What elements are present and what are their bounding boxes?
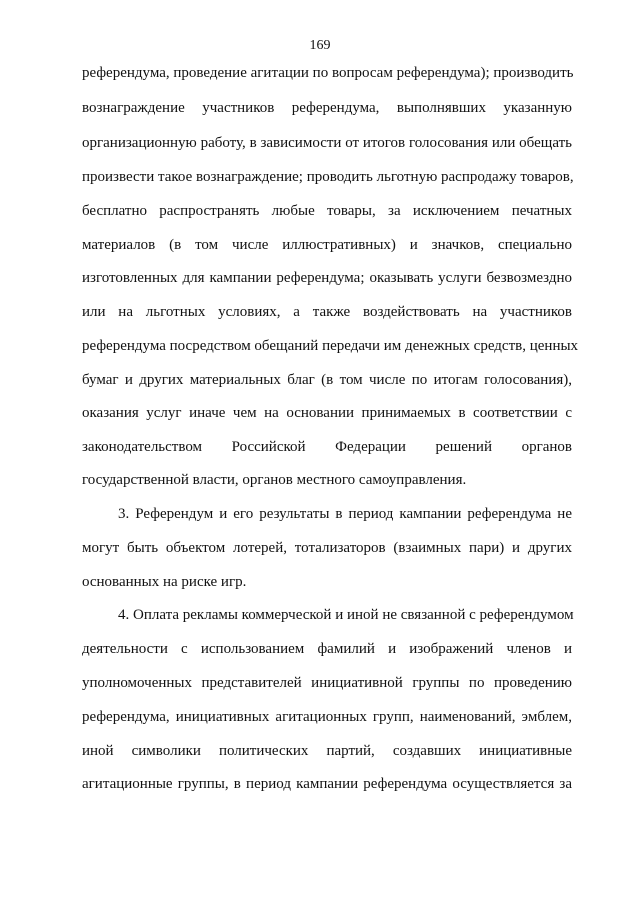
- text-line: вознаграждение участников референдума, выполнявших указанную: [82, 100, 572, 116]
- text-line: иной символики политических партий, создавших инициативные: [82, 743, 572, 759]
- text-line: государственной власти, органов местного самоуправления.: [82, 472, 467, 488]
- text-line: законодательством Российской Федерации решений органов: [82, 439, 572, 455]
- paragraph-3-first-line: 3. Референдум и его результаты в период кампании референдума не: [118, 506, 572, 522]
- text-line: референдума, инициативных агитационных групп, наименований, эмблем,: [82, 709, 572, 725]
- text-line: оказания услуг иначе чем на основании принимаемых в соответствии с: [82, 405, 572, 421]
- text-line: деятельности с использованием фамилий и изображений членов и: [82, 641, 572, 657]
- text-line: бесплатно распространять любые товары, за исключением печатных: [82, 203, 572, 219]
- text-line: могут быть объектом лотерей, тотализаторов (взаимных пари) и других: [82, 540, 572, 556]
- paragraph-4-first-line: 4. Оплата рекламы коммерческой и иной не связанной с референдумом: [118, 607, 574, 623]
- text-line: основанных на риске игр.: [82, 574, 247, 590]
- text-line: бумаг и других материальных благ (в том числе по итогам голосования),: [82, 372, 572, 388]
- text-line: произвести такое вознаграждение; проводить льготную распродажу товаров,: [82, 169, 574, 185]
- page-number: 169: [309, 38, 331, 53]
- text-line: организационную работу, в зависимости от итогов голосования или обещать: [82, 135, 572, 151]
- text-line: или на льготных условиях, а также воздействовать на участников: [82, 304, 572, 320]
- text-line: референдума, проведение агитации по вопросам референдума); производить: [82, 65, 574, 81]
- text-line: агитационные группы, в период кампании референдума осуществляется за: [82, 776, 572, 792]
- text-line: референдума посредством обещаний передачи им денежных средств, ценных: [82, 338, 579, 354]
- text-line: материалов (в том числе иллюстративных) и значков, специально: [82, 237, 572, 253]
- text-line: изготовленных для кампании референдума; оказывать услуги безвозмездно: [82, 270, 572, 286]
- text-line: уполномоченных представителей инициативной группы по проведению: [82, 675, 572, 691]
